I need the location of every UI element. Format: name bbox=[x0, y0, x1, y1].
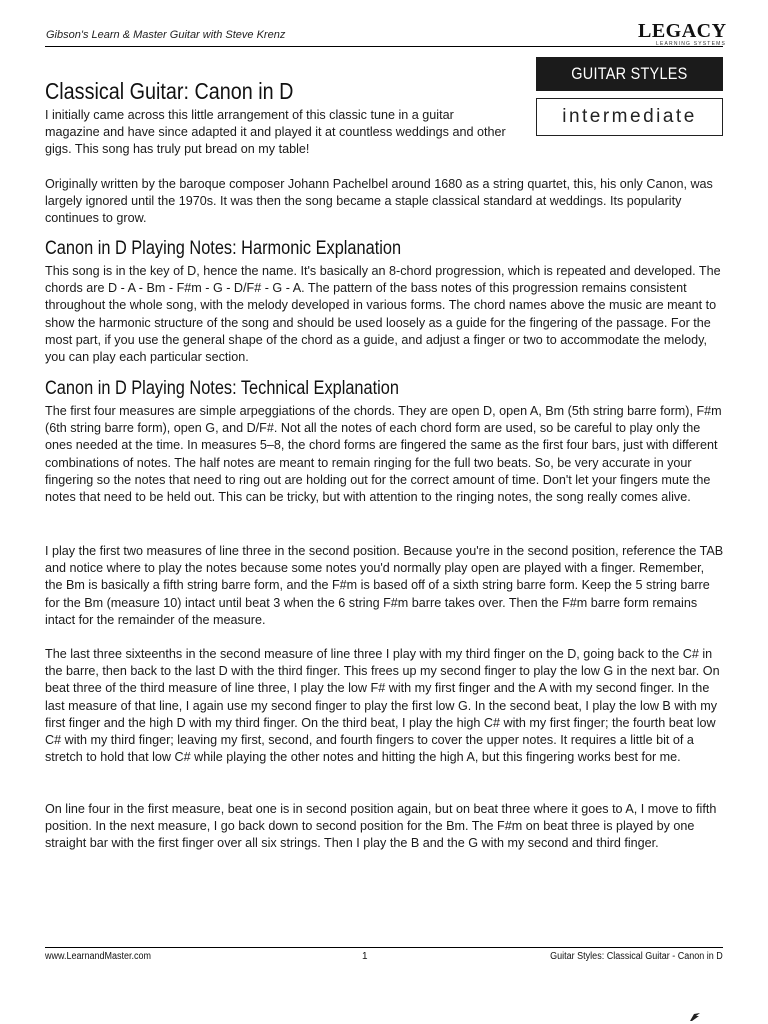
intro-paragraph-1: I initially came across this little arrangement of this classic tune in a guitar magazine and have since adapted it and played it at countless weddings and other gigs. This song has truly put bread on my table! bbox=[45, 108, 506, 157]
technical-paragraph-2: I play the first two measures of line three in the second position. Because you're in the second position, reference the TAB and notice where to play the notes because some notes you'd normally play open are played with a finger. Remember, the Bm is basically a fifth string barre form, and the F#m is based off of a sixth string barre form. Keep the 5 string barre for the Bm (measure 10) intact until beat 3 when the 6 string F#m barre takes over. Then the F#m barre form remains intact for the remainder of the measure. bbox=[45, 544, 724, 627]
footer-website-link[interactable]: www.LearnandMaster.com bbox=[45, 951, 152, 962]
harmonic-paragraph: This song is in the key of D, hence the name. It's basically an 8-chord progression, which is repeated and developed. The chords are D - A - Bm - F#m - G - D/F# - G - A. The pattern of the bass notes of this progression remains consistent throughout the whole song, with the melody developed in various forms. The chord names above the music are meant to show the harmonic structure of the song and should be used loosely as a guide for the fingering of the passage. For the most part, if you use the general shape of the chord as a guide, and adjust a finger or two to accommodate the melody, you can play each particular section. bbox=[45, 264, 721, 365]
intro-paragraph-2: Originally written by the baroque composer Johann Pachelbel around 1680 as a string quartet, this, his only Canon, was largely ignored until the 1970s. It was then the song became a staple classical standard at weddings. Its popularity continues to grow. bbox=[45, 177, 713, 226]
harmonic-heading: Canon in D Playing Notes: Harmonic Explanation bbox=[45, 238, 402, 259]
page-number: 1 bbox=[362, 951, 368, 962]
category-label: GUITAR STYLES bbox=[571, 64, 688, 83]
header-rule bbox=[45, 46, 723, 47]
technical-paragraph-1: The first four measures are simple arpeggiations of the chords. They are open D, open A, Bm (5th string barre form), F#m (6th string barre form), open G, and D/F#. Not all the notes of each chord form are used, so be careful to play only the ones needed at the time. In measures 5–8, the chord forms are fingered the same as the first four bars, just with different combinations of notes. The half notes are meant to remain ringing for the full two beats. So, be very accurate in your fingering so the notes that need to ring out are holding out for the correct amount of time. Don't let your fingers mute the notes that need to be held out. This can be tricky, but with attention to the ringing notes, the song really comes alive. bbox=[45, 404, 722, 505]
technical-paragraph-4: On line four in the first measure, beat one is in second position again, but on beat three where it goes to A, I move to fifth position. In the next measure, I go back down to second position for the Bm. The F#m on beat three is played by one straight bar with the first finger over all six strings. Then I play the B and the G with my second and third finger. bbox=[45, 802, 717, 851]
footer-doc-title: Guitar Styles: Classical Guitar - Canon in D bbox=[550, 951, 723, 962]
logo-wordmark: LEGACY bbox=[638, 20, 727, 42]
level-tag: intermediate bbox=[536, 98, 723, 136]
logo-mark-icon bbox=[688, 1012, 702, 1022]
logo-tagline: LEARNING SYSTEMS bbox=[655, 41, 726, 47]
legacy-logo bbox=[638, 21, 726, 49]
running-header: Gibson's Learn & Master Guitar with Steve Krenz bbox=[46, 29, 286, 41]
category-tag bbox=[536, 57, 723, 91]
page-title: Classical Guitar: Canon in D bbox=[45, 78, 294, 104]
technical-heading: Canon in D Playing Notes: Technical Explanation bbox=[45, 378, 399, 399]
technical-paragraph-3: The last three sixteenths in the second measure of line three I play with my third finger on the D, going back to the C# in the barre, then back to the last D with the third finger. This frees up my second finger to play the low G in the next bar. On beat three of the third measure of line three, I play the low F# with my first finger and the A with my second finger. In the last measure of that line, I again use my second finger to play the first low G. In the second beat, I play the low B with my first finger and the high D with my third finger. On the third beat, I play the high C# with my first finger; the fourth beat low C# with my third finger; leaving my first, second, and fourth fingers to cover the upper notes. It requires a little bit of a stretch to hold that low C# while playing the other notes and hitting the high A, but this fingering works best for me. bbox=[45, 647, 720, 765]
footer-rule bbox=[45, 947, 723, 948]
